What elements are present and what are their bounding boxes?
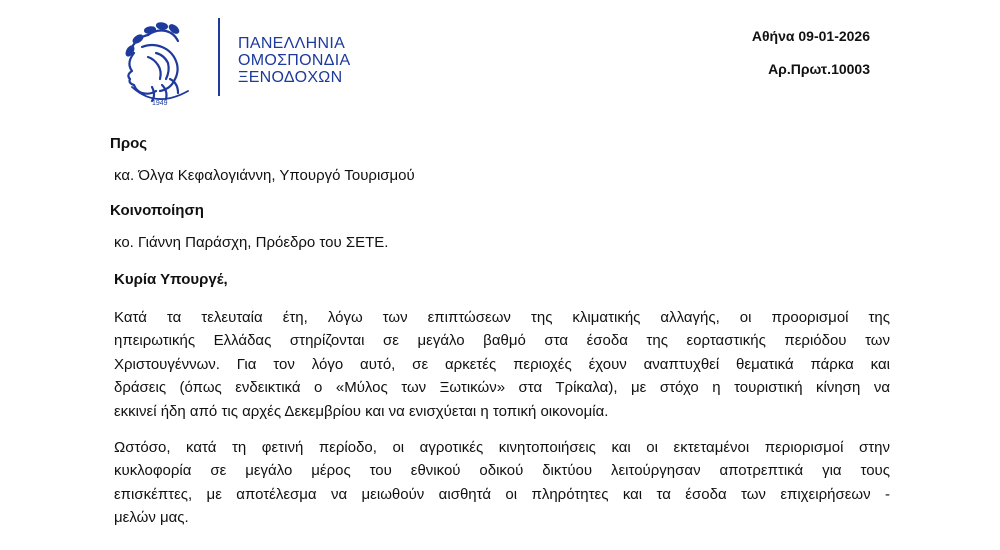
- organization-name: [238, 35, 350, 86]
- letter-meta: [752, 28, 870, 77]
- salutation: Κυρία Υπουργέ,: [114, 271, 228, 288]
- paragraph-2-line: Ωστόσο, κατά τη φετινή περίοδο, οι αγροτικές κινητοποιήσεις και οι εκτεταμένοι περιορισμοί στην: [114, 439, 890, 456]
- federation-logo-icon: [112, 17, 198, 109]
- paragraph-2: [114, 436, 890, 530]
- cc-recipient: κο. Γιάννη Παράσχη, Πρόεδρο του ΣΕΤΕ.: [114, 234, 389, 251]
- to-label: Προς: [110, 135, 148, 152]
- to-recipient: κα. Όλγα Κεφαλογιάννη, Υπουργό Τουρισμού: [114, 167, 415, 184]
- org-name-line-2: ΟΜΟΣΠΟΝΔΙΑ: [238, 52, 351, 69]
- letter-date: Αθήνα 09-01-2026: [751, 28, 870, 44]
- org-name-line-1: ΠΑΝΕΛΛΗΝΙΑ: [238, 35, 346, 52]
- paragraph-2-line: επισκέπτες, με αποτέλεσμα να μειωθούν αισθητά οι πληρότητες και τα έσοδα των επιχειρήσεων -: [114, 485, 890, 503]
- paragraph-1-line: δράσεις (όπως ενδεικτικά ο «Μύλος των Ξωτικών» στα Τρίκαλα), με στόχο η τουριστική κίνηση να: [114, 379, 890, 397]
- cc-label: Κοινοποίηση: [110, 202, 204, 219]
- paragraph-2-line: μελών μας.: [114, 509, 189, 527]
- paragraph-1-line: Χριστουγέννων. Για τον λόγο αυτό, σε αρκετές περιοχές έχουν αναπτυχθεί θεματικά πάρκα και: [114, 355, 890, 373]
- paragraph-1-line: Κατά τα τελευταία έτη, λόγω των επιπτώσεων της κλιματικής αλλαγής, οι προορισμοί της: [114, 309, 890, 326]
- logo-divider: [218, 18, 220, 96]
- paragraph-1: [114, 306, 890, 423]
- paragraph-1-line: ηπειρωτικής Ελλάδας στηρίζονται σε μεγάλο βαθμό στα έσοδα της εορταστικής περιόδου των: [114, 332, 890, 350]
- paragraph-2-line: κυκλοφορία σε μεγάλο μέρος του εθνικού οδικού δικτύου λειτούργησαν αποτρεπτικά για τους: [114, 462, 890, 480]
- org-name-line-3: ΞΕΝΟΔΟΧΩΝ: [238, 69, 343, 86]
- protocol-number: Αρ.Πρωτ.10003: [768, 61, 870, 77]
- logo-year: 1949: [152, 100, 168, 107]
- paragraph-1-line: εκκινεί ήδη από τις αρχές Δεκεμβρίου και να ενισχύεται η τοπική οικονομία.: [114, 402, 609, 420]
